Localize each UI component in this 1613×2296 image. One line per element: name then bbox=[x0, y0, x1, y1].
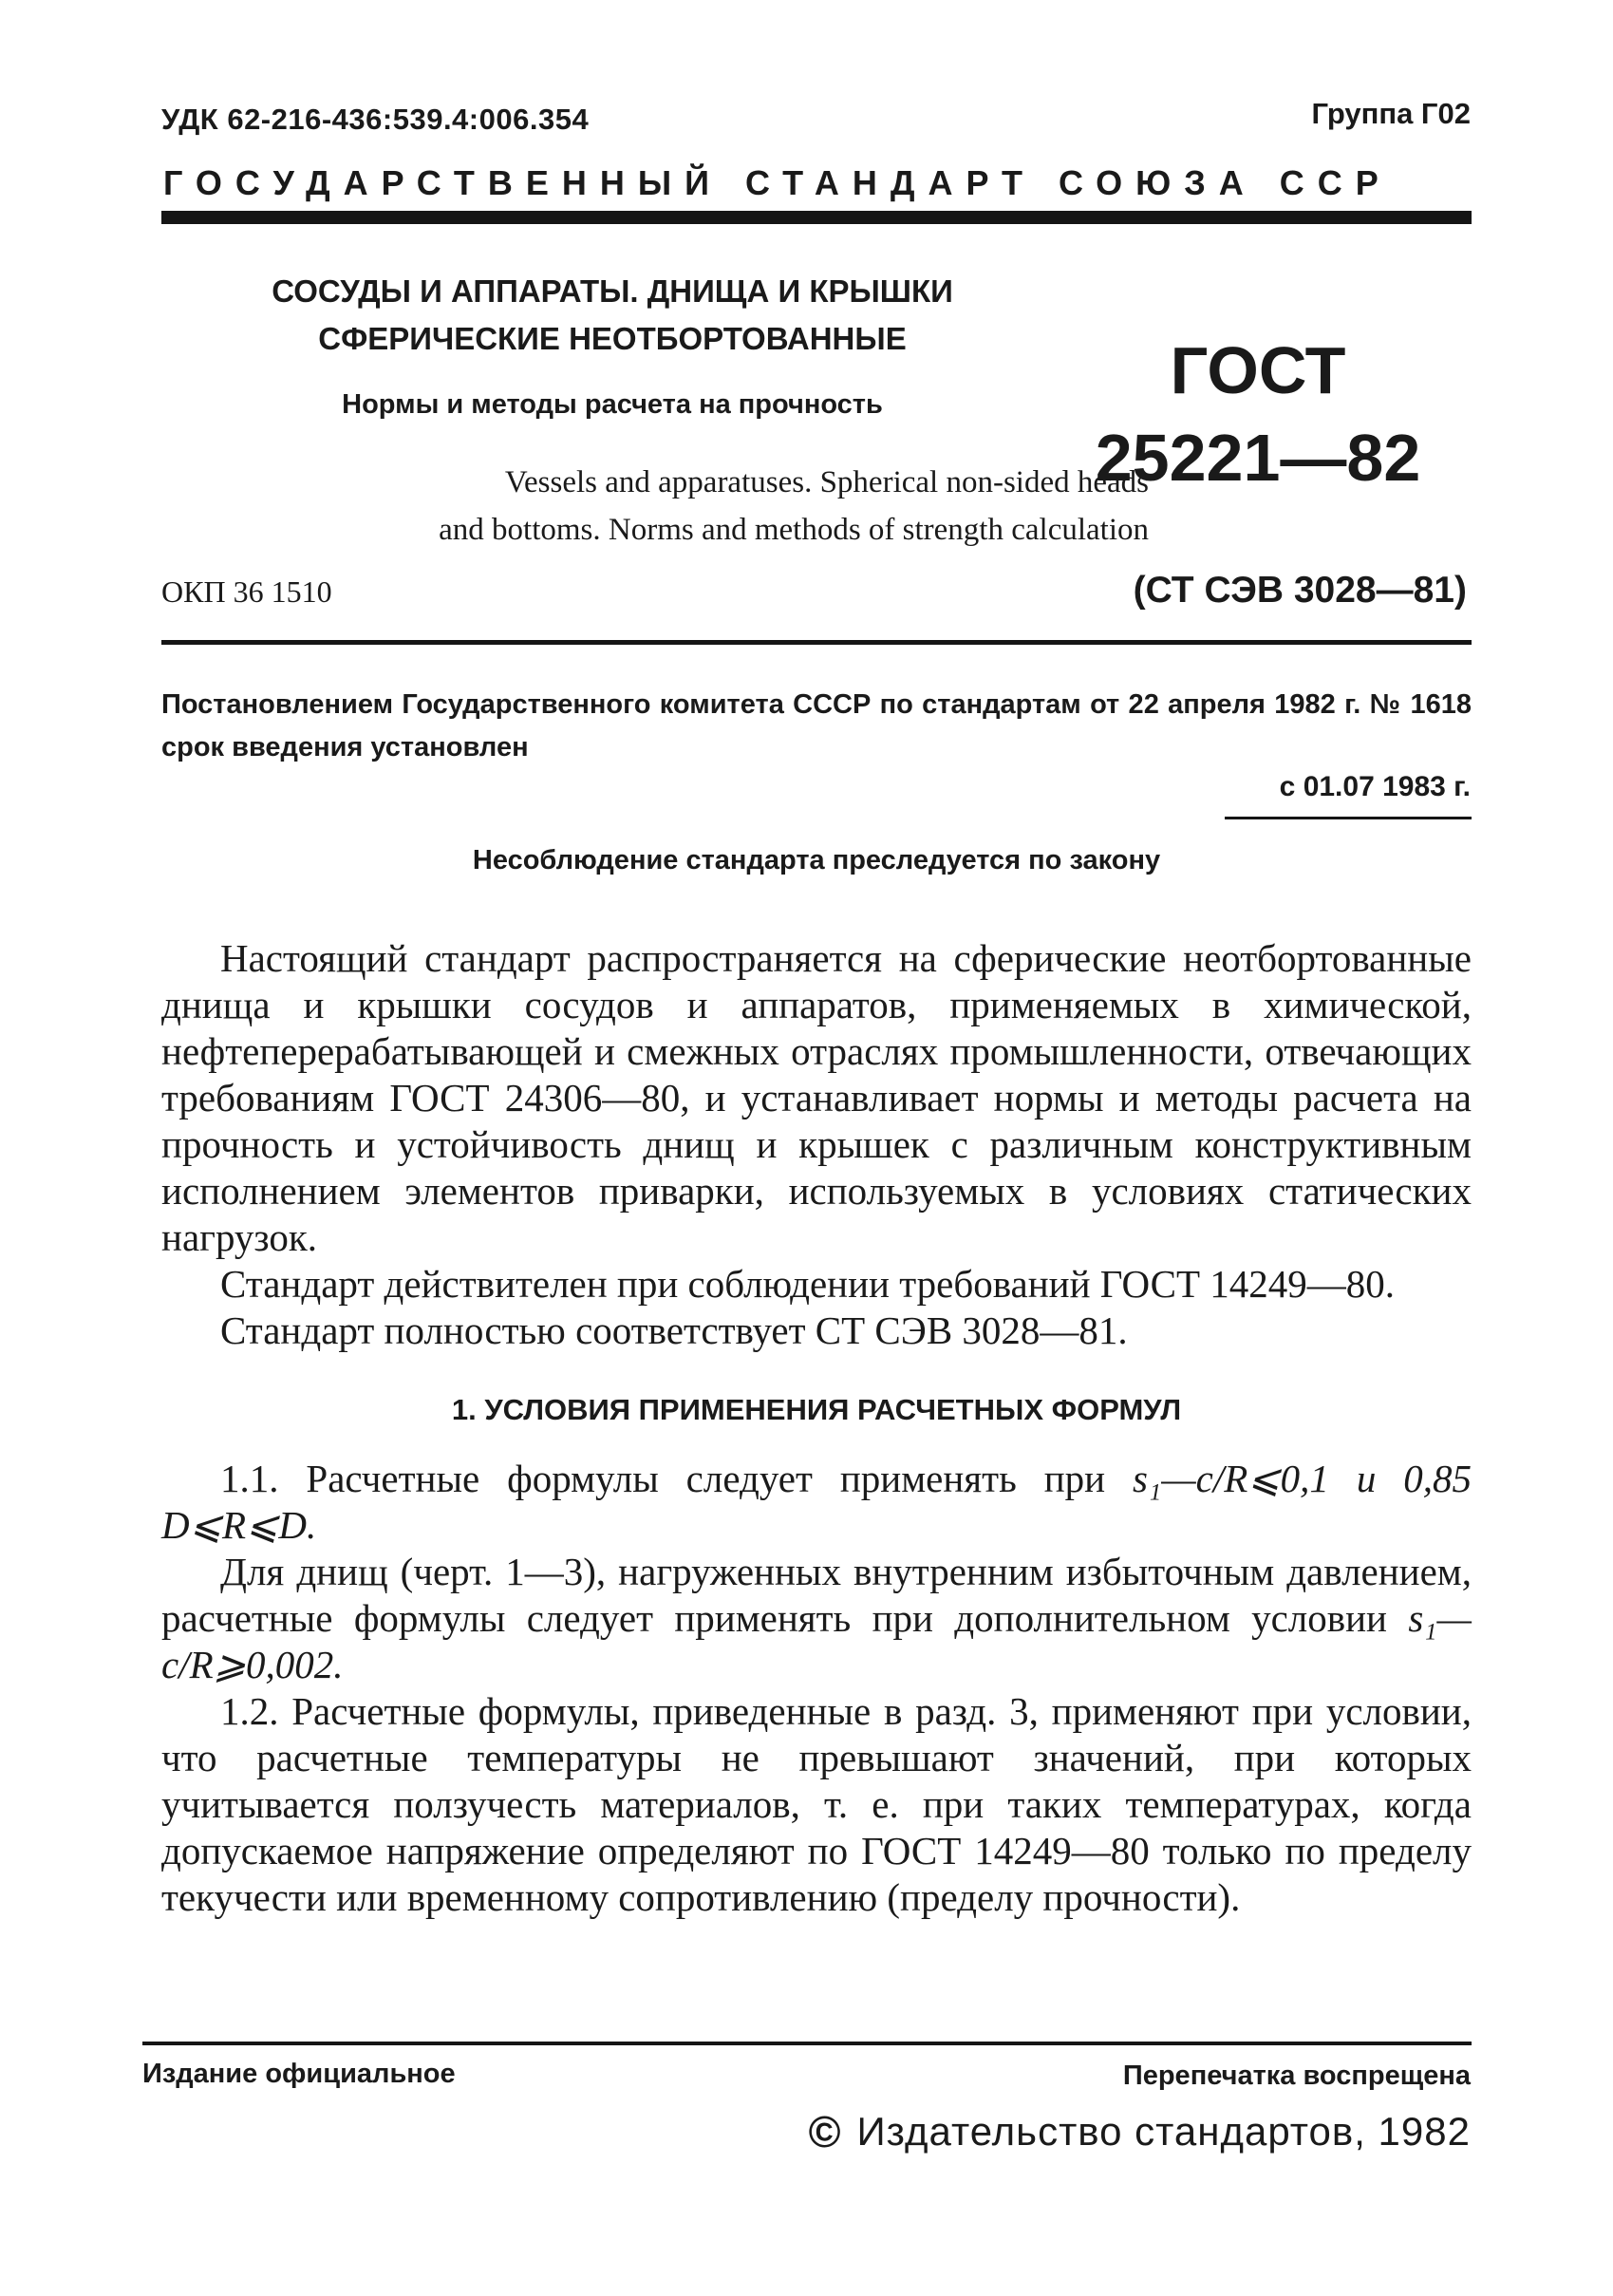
body-paragraph: Стандарт действителен при соблюдении требований ГОСТ 14249—80. bbox=[220, 1262, 1395, 1306]
formula: s₁—c/R⩽0,1 и 0,85 D⩽R⩽D. bbox=[161, 1457, 1472, 1547]
document-body bbox=[161, 935, 1472, 1921]
group-code: Группа Г02 bbox=[1311, 97, 1471, 130]
english-title-line-1: Vessels and apparatuses. Spherical non-sided heads bbox=[504, 465, 1149, 499]
header-divider bbox=[161, 211, 1472, 224]
publisher-name: Издательство стандартов, 1982 bbox=[856, 2109, 1471, 2154]
gost-number: 25221—82 bbox=[1095, 421, 1421, 495]
st-sev-reference: (СТ СЭВ 3028—81) bbox=[1133, 570, 1467, 611]
english-title-line-2: and bottoms. Norms and methods of strength calculation bbox=[439, 512, 1149, 547]
decree-text: Постановлением Государственного комитета СССР по стандартам от 22 апреля 1982 г. № 1618 срок введения установлен bbox=[161, 689, 1472, 762]
official-edition-label: Издание официальное bbox=[142, 2059, 456, 2089]
state-standard-heading: ГОСУДАРСТВЕННЫЙ СТАНДАРТ СОЮЗА ССР bbox=[163, 163, 1392, 202]
reprint-prohibited-label: Перепечатка воспрещена bbox=[1122, 2061, 1471, 2091]
document-subtitle: Нормы и методы расчета на прочность bbox=[342, 389, 883, 420]
title-divider bbox=[161, 640, 1472, 645]
formula: s₁—c/R⩾0,002. bbox=[161, 1596, 1472, 1686]
udk-code: УДК 62-216-436:539.4:006.354 bbox=[161, 103, 590, 136]
copyright-icon: © bbox=[808, 2107, 842, 2156]
okp-code: ОКП 36 1510 bbox=[161, 574, 332, 609]
publisher-line bbox=[809, 2106, 1471, 2157]
clause-text: Для днищ (черт. 1—3), нагруженных внутренним избыточным давлением, расчетные формулы следует применять при дополнительном условии bbox=[161, 1550, 1472, 1640]
effective-date: с 01.07 1983 г. bbox=[1279, 771, 1471, 802]
clause-1-1 bbox=[161, 1456, 1472, 1549]
non-compliance-notice: Несоблюдение стандарта преследуется по закону bbox=[472, 845, 1161, 875]
title-line-1: СОСУДЫ И АППАРАТЫ. ДНИЩА И КРЫШКИ bbox=[272, 273, 953, 309]
body-paragraph: Настоящий стандарт распространяется на сферические неотбортованные днища и крышки сосудов и аппаратов, применяемых в химической, нефтеперерабатывающей и смежных отраслях промышленности, отвечающих требованиям ГОСТ 24306—80, и устанавливает нормы и методы расчета на прочность и устойчивость днищ и крышек с различным конструктивным исполнением элементов приварки, используемых в условиях статических нагрузок. bbox=[161, 936, 1472, 1259]
date-underline bbox=[1225, 817, 1472, 819]
footer-divider bbox=[142, 2042, 1472, 2045]
clause-text: 1.1. Расчетные формулы следует применять при bbox=[220, 1457, 1133, 1500]
clause-1-1-note bbox=[161, 1549, 1472, 1688]
clause-1-2: 1.2. Расчетные формулы, приведенные в разд. 3, применяют при условии, что расчетные температуры не превышают значений, при которых учитывается ползучесть материалов, т. е. при таких температурах, когда допускаемое напряжение определяют по ГОСТ 14249—80 только по пределу текучести или временному сопротивлению (пределу прочности). bbox=[161, 1689, 1472, 1919]
document-title bbox=[218, 268, 1006, 362]
body-paragraph: Стандарт полностью соответствует СТ СЭВ 3028—81. bbox=[220, 1308, 1128, 1352]
gost-label: ГОСТ bbox=[1170, 333, 1346, 407]
section-heading: 1. УСЛОВИЯ ПРИМЕНЕНИЯ РАСЧЕТНЫХ ФОРМУЛ bbox=[451, 1393, 1182, 1426]
english-title bbox=[142, 460, 1149, 554]
title-line-2: СФЕРИЧЕСКИЕ НЕОТБОРТОВАННЫЕ bbox=[318, 320, 907, 356]
